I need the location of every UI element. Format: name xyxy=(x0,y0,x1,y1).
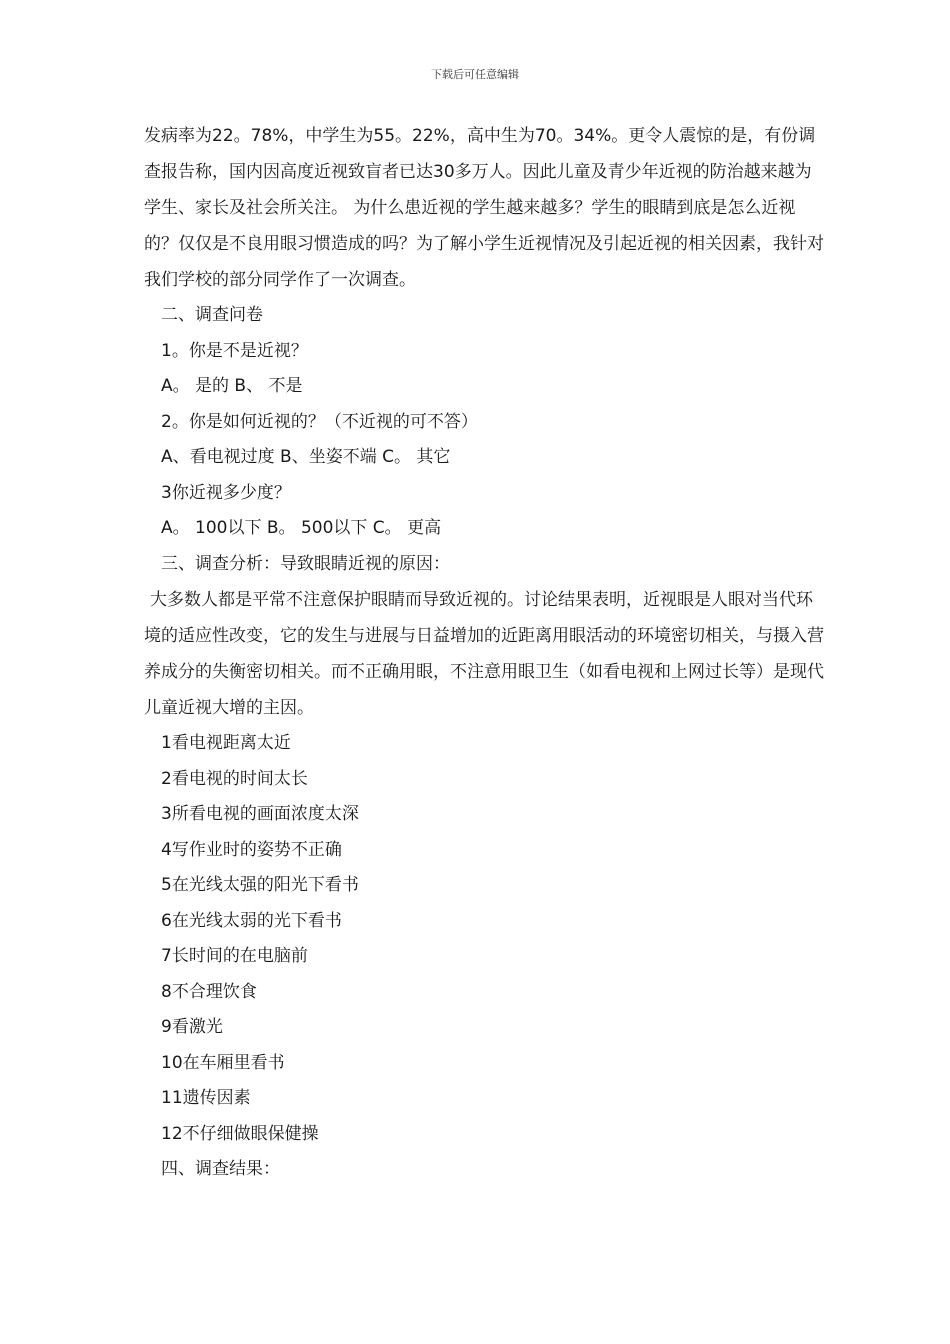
document-body xyxy=(144,118,824,1188)
cause-item: 3所看电视的画面浓度太深 xyxy=(161,804,359,824)
section-heading-questionnaire: 二、调查问卷 xyxy=(161,305,263,325)
cause-item: 5在光线太强的阳光下看书 xyxy=(161,875,359,895)
page-header: 下载后可任意编辑 xyxy=(431,68,519,81)
question-2-options: A、看电视过度 B、坐姿不端 C。 其它 xyxy=(161,447,451,467)
question-2: 2。你是如何近视的？（不近视的可不答） xyxy=(161,411,478,432)
cause-item: 8不合理饮食 xyxy=(161,981,257,1002)
intro-paragraph: 发病率为22。78%，中学生为55。22%，高中生为70。34%。更令人震惊的是，有份调查报告称，国内因高度近视致盲者已达30多万人。因此儿童及青少年近视的防治越来越为学生、家长及社会所关注。 为什么患近视的学生越来越多？学生的眼睛到底是怎么近视的？仅仅是不良用眼习惯造成的吗？为了解小学生近视情况及引起近视的相关因素，我针对我们学校的部分同学作了一次调查。 xyxy=(144,126,824,290)
cause-item: 7长时间的在电脑前 xyxy=(161,946,308,966)
question-3-options: A。 100以下 B。 500以下 C。 更高 xyxy=(161,518,442,538)
cause-item: 1看电视距离太近 xyxy=(161,733,291,753)
analysis-paragraph: 大多数人都是平常不注意保护眼睛而导致近视的。讨论结果表明，近视眼是人眼对当代环境的适应性改变，它的发生与进展与日益增加的近距离用眼活动的环境密切相关，与摄入营养成分的失衡密切相关。而不正确用眼，不注意用眼卫生（如看电视和上网过长等）是现代儿童近视大增的主因。 xyxy=(144,590,824,718)
question-3: 3你近视多少度？ xyxy=(161,482,291,503)
cause-item: 12不仔细做眼保健操 xyxy=(161,1123,319,1144)
section-heading-analysis: 三、调查分析：导致眼睛近视的原因： xyxy=(161,553,450,574)
question-1-options: A。 是的 B、 不是 xyxy=(161,376,303,396)
cause-item: 11遗传因素 xyxy=(161,1088,251,1108)
question-1: 1。你是不是近视？ xyxy=(161,340,308,361)
cause-item: 10在车厢里看书 xyxy=(161,1052,285,1073)
cause-item: 6在光线太弱的光下看书 xyxy=(161,910,342,931)
cause-item: 2看电视的时间太长 xyxy=(161,768,308,789)
cause-item: 4写作业时的姿势不正确 xyxy=(161,839,342,860)
section-heading-results: 四、调查结果： xyxy=(161,1159,280,1179)
cause-item: 9看激光 xyxy=(161,1017,223,1037)
